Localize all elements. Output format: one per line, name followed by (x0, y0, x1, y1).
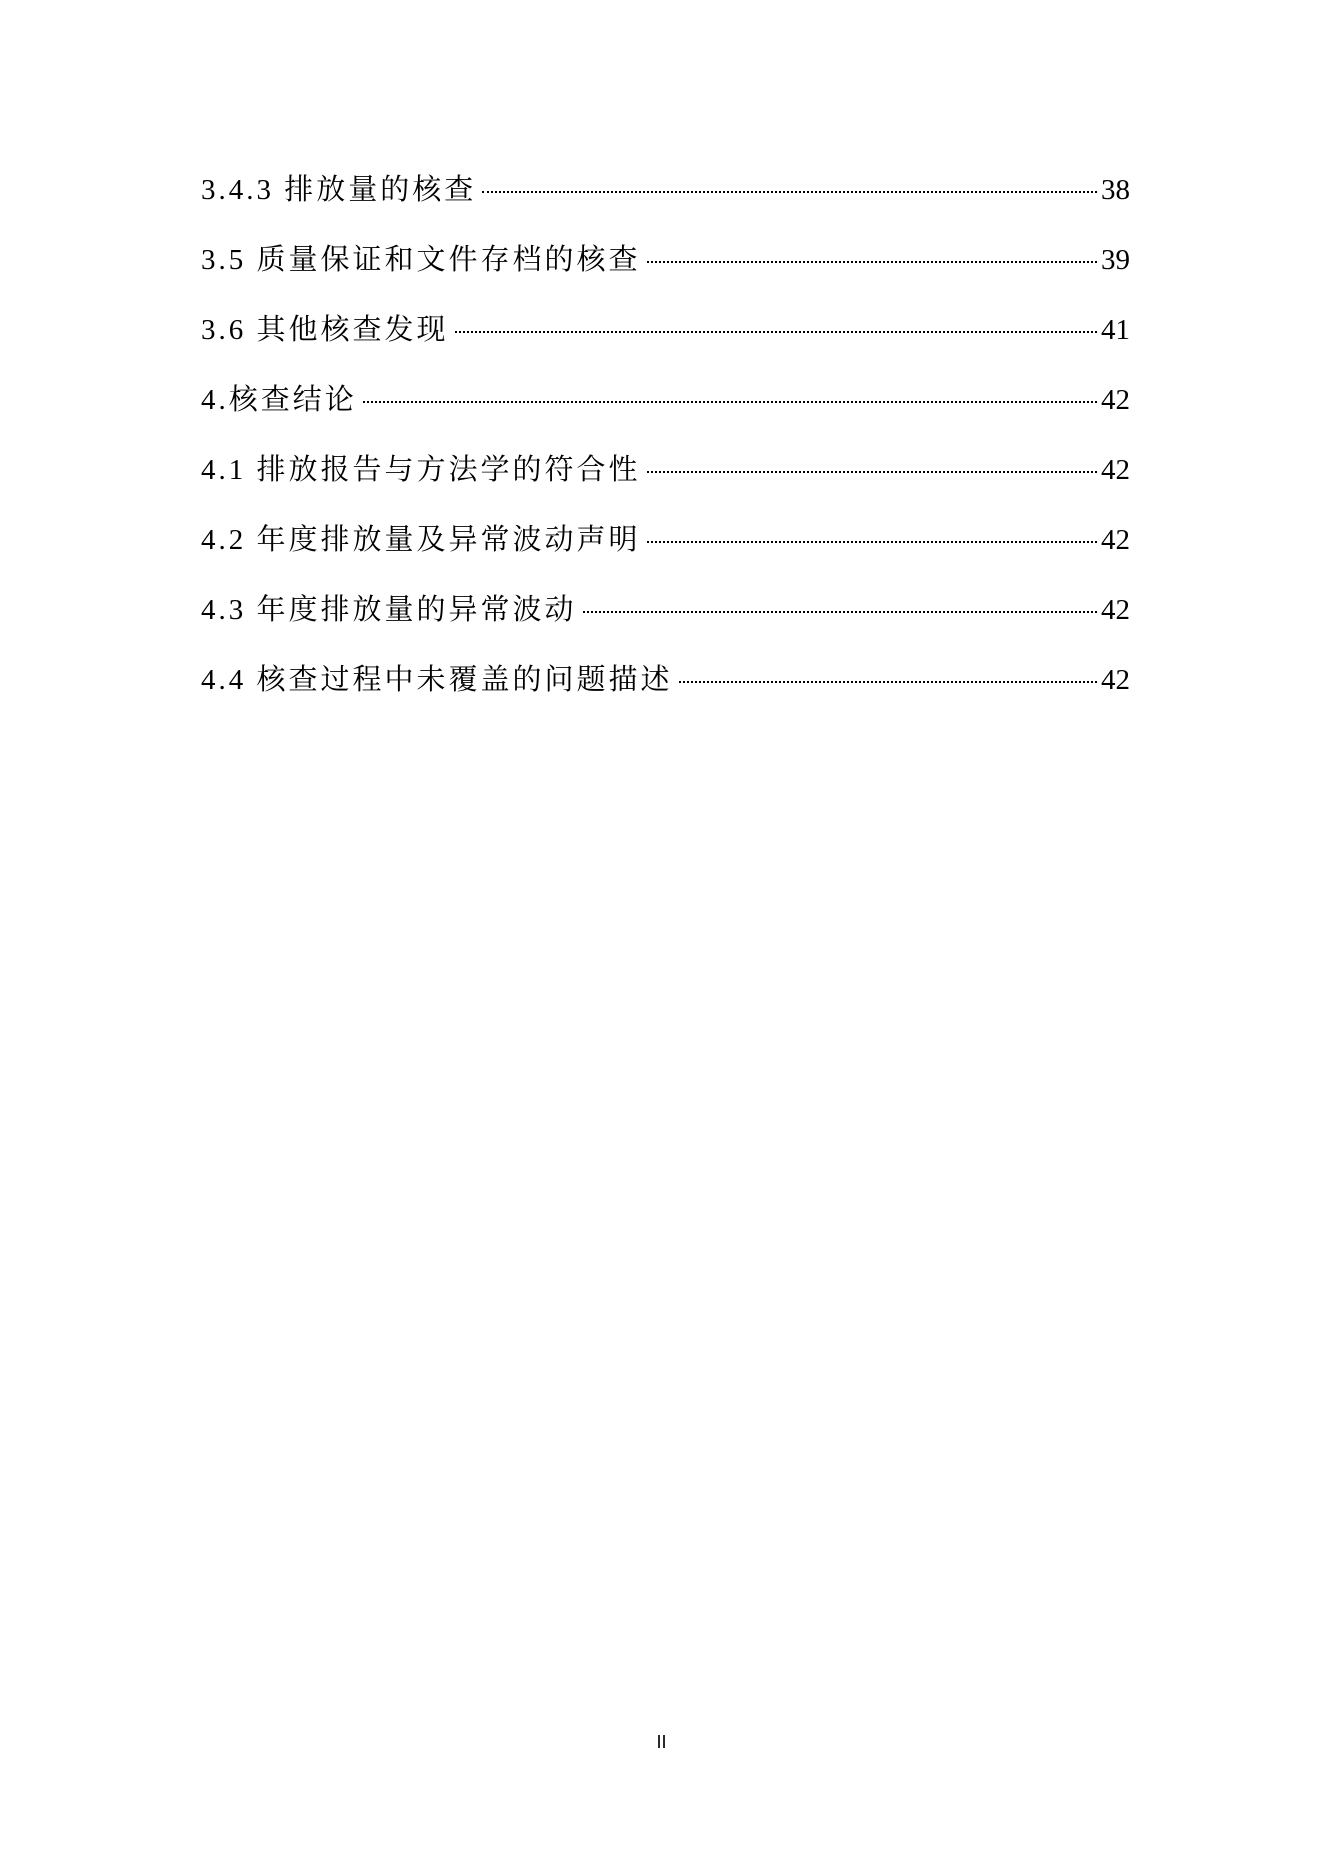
toc-entry[interactable] (201, 520, 1130, 590)
toc-dot-leader (482, 191, 1097, 193)
toc-entry-title[interactable]: 4.1 排放报告与方法学的符合性 (201, 454, 641, 486)
toc-dot-leader (679, 681, 1097, 683)
toc-entry-title[interactable]: 3.5 质量保证和文件存档的核查 (201, 244, 641, 276)
toc-entry-title[interactable]: 4.核查结论 (201, 384, 357, 416)
toc-entry[interactable] (201, 170, 1130, 240)
toc-dot-leader (647, 541, 1097, 543)
toc-page-number[interactable]: 42 (1101, 524, 1130, 556)
footer-page-number: II (656, 1732, 667, 1752)
toc-page-number[interactable]: 42 (1101, 594, 1130, 626)
toc-dot-leader (363, 401, 1097, 403)
toc-entry[interactable] (201, 590, 1130, 660)
toc-entry-title[interactable]: 3.4.3 排放量的核查 (201, 174, 477, 206)
toc-dot-leader (647, 261, 1097, 263)
toc-page-number[interactable]: 42 (1101, 454, 1130, 486)
toc-entry-title[interactable]: 4.3 年度排放量的异常波动 (201, 594, 577, 626)
toc-dot-leader (583, 611, 1097, 613)
toc-entry[interactable] (201, 450, 1130, 520)
toc-entry-title[interactable]: 3.6 其他核查发现 (201, 314, 449, 346)
toc-page-number[interactable]: 38 (1101, 174, 1130, 206)
toc-dot-leader (647, 471, 1097, 473)
toc-page-number[interactable]: 42 (1101, 384, 1130, 416)
toc-entry-title[interactable]: 4.2 年度排放量及异常波动声明 (201, 524, 641, 556)
toc-entry[interactable] (201, 380, 1130, 450)
table-of-contents (201, 170, 1130, 730)
toc-dot-leader (455, 331, 1097, 333)
toc-page-number[interactable]: 41 (1101, 314, 1130, 346)
toc-entry[interactable] (201, 660, 1130, 730)
toc-page-number[interactable]: 42 (1101, 664, 1130, 696)
toc-page-number[interactable]: 39 (1101, 244, 1130, 276)
toc-entry[interactable] (201, 240, 1130, 310)
toc-entry-title[interactable]: 4.4 核查过程中未覆盖的问题描述 (201, 664, 673, 696)
toc-entry[interactable] (201, 310, 1130, 380)
